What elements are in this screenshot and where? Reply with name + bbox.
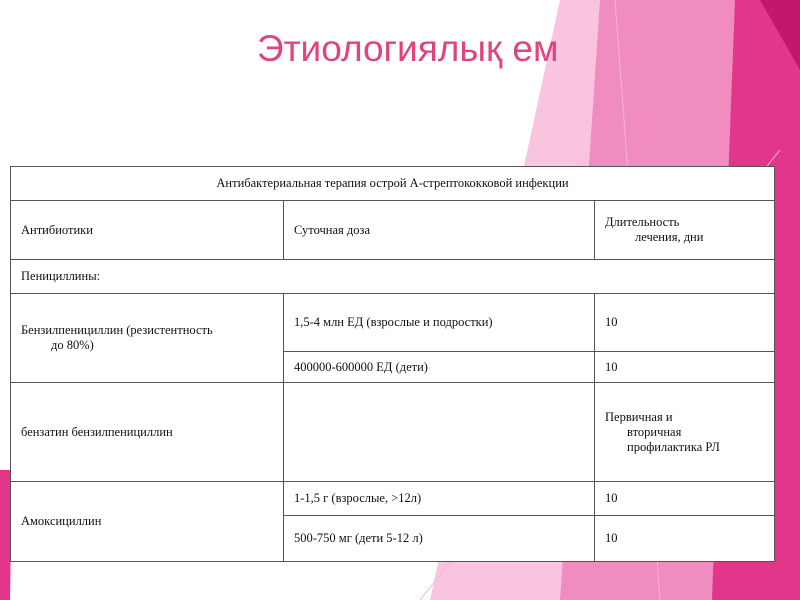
group-penicillins: Пенициллины:	[11, 260, 775, 294]
antibiotic-therapy-table	[10, 166, 775, 562]
duration-cell-prophylaxis	[595, 383, 775, 482]
dose-cell	[284, 383, 595, 482]
duration-cell: 10	[595, 516, 775, 562]
header-dose: Суточная доза	[284, 201, 595, 260]
duration-cell: 10	[595, 352, 775, 383]
drug-name-line2: до 80%)	[51, 338, 94, 352]
slide-title: Этиологиялық ем	[257, 28, 559, 69]
drug-name-line1: Бензилпенициллин (резистентность	[21, 323, 213, 337]
duration-line3: профилактика РЛ	[627, 439, 720, 454]
duration-cell: 10	[595, 482, 775, 516]
duration-cell: 10	[595, 294, 775, 352]
table-row	[11, 294, 775, 352]
table-row	[11, 383, 775, 482]
header-antibiotic: Антибиотики	[11, 201, 284, 260]
drug-benzathine: бензатин бензилпенициллин	[11, 383, 284, 482]
drug-benzylpenicillin	[11, 294, 284, 383]
table-header-row	[11, 201, 775, 260]
table-caption-row	[11, 167, 775, 201]
dose-cell: 400000-600000 ЕД (дети)	[284, 352, 595, 383]
dose-cell: 1-1,5 г (взрослые, >12л)	[284, 482, 595, 516]
drug-amoxicillin: Амоксициллин	[11, 482, 284, 562]
header-duration	[595, 201, 775, 260]
dose-cell: 500-750 мг (дети 5-12 л)	[284, 516, 595, 562]
group-row	[11, 260, 775, 294]
table-row	[11, 482, 775, 516]
dose-cell: 1,5-4 млн ЕД (взрослые и подростки)	[284, 294, 595, 352]
duration-line2: вторичная	[627, 424, 682, 439]
header-duration-line2: лечения, дни	[635, 230, 704, 244]
duration-line1: Первичная и	[605, 409, 673, 424]
header-duration-line1: Длительность	[605, 215, 680, 229]
table-caption: Антибактериальная терапия острой А-стрептококковой инфекции	[11, 167, 775, 201]
